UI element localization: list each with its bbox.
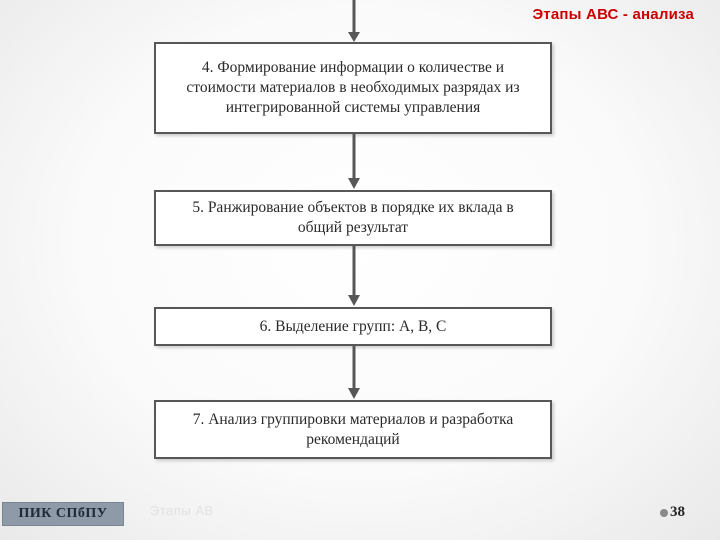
arrow-step5-to-step6 [344,246,364,309]
slide-title: Этапы АВС - анализа [532,6,694,23]
flow-step-7 [154,400,552,459]
flow-step-5-text: 5. Ранжирование объектов в порядке их вклада в общий результат [192,199,514,236]
flow-step-6-text: 6. Выделение групп: А, В, С [259,317,447,335]
page-number: 38 [670,504,685,520]
footer-logo: ПИК СПбПУ [2,502,124,526]
flow-step-7-text: 7. Анализ группировки материалов и разработка рекомендаций [192,410,514,448]
flow-step-4 [154,42,552,134]
arrow-into-step4 [344,0,364,44]
bullet-dot-icon [660,509,668,517]
flow-step-6 [154,307,552,346]
flow-step-4-text: 4. Формирование информации о количестве и стоимости материалов в необходимых разрядах из интегрированной системы управления [186,59,520,116]
arrow-step4-to-step5 [344,134,364,192]
arrow-step6-to-step7 [344,346,364,402]
footer-faint-text: Этапы АВ [150,503,214,518]
flow-step-5 [154,190,552,246]
page-number-block [660,504,685,521]
